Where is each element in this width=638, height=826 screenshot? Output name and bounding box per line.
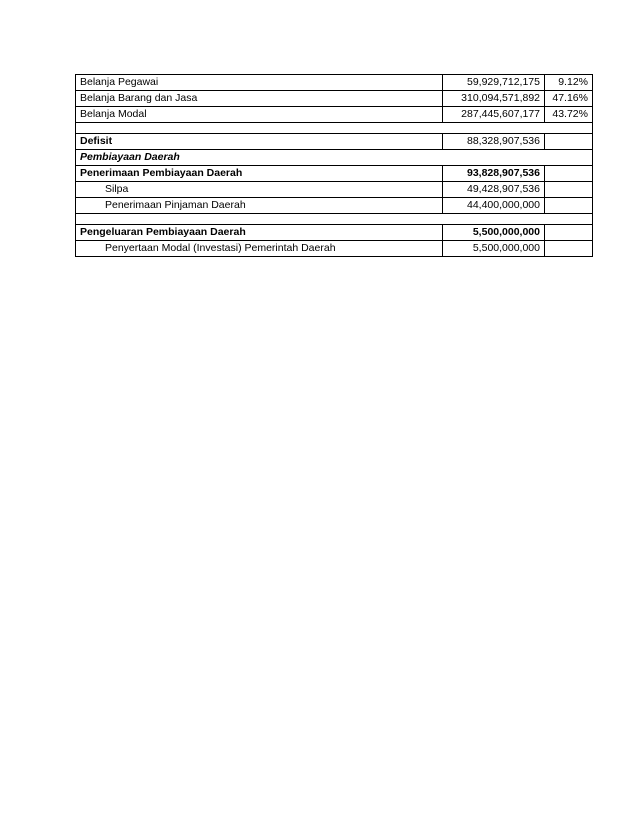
row-amount: 59,929,712,175: [443, 75, 545, 91]
budget-table-body: [76, 75, 593, 257]
row-percent: [545, 198, 593, 214]
row-percent: [545, 225, 593, 241]
table-row: [76, 241, 593, 257]
row-amount: 93,828,907,536: [443, 166, 545, 182]
row-label: Belanja Barang dan Jasa: [76, 91, 443, 107]
row-label: Penerimaan Pinjaman Daerah: [76, 198, 443, 214]
row-percent: 43.72%: [545, 107, 593, 123]
table-row: [76, 134, 593, 150]
spacer-cell: [76, 123, 593, 134]
row-percent: 9.12%: [545, 75, 593, 91]
row-amount: 49,428,907,536: [443, 182, 545, 198]
spacer-row: [76, 214, 593, 225]
spacer-cell: [76, 214, 593, 225]
row-label: Belanja Pegawai: [76, 75, 443, 91]
row-label: Pengeluaran Pembiayaan Daerah: [76, 225, 443, 241]
table-row: [76, 75, 593, 91]
row-amount: 287,445,607,177: [443, 107, 545, 123]
row-label: Silpa: [76, 182, 443, 198]
table-row: [76, 225, 593, 241]
table-row: [76, 198, 593, 214]
table-row: [76, 91, 593, 107]
table-row: [76, 182, 593, 198]
row-label: Belanja Modal: [76, 107, 443, 123]
row-percent: [545, 134, 593, 150]
section-heading: Pembiayaan Daerah: [76, 150, 593, 166]
row-label: Defisit: [76, 134, 443, 150]
row-amount: 88,328,907,536: [443, 134, 545, 150]
row-amount: 5,500,000,000: [443, 241, 545, 257]
row-amount: 310,094,571,892: [443, 91, 545, 107]
row-percent: [545, 166, 593, 182]
row-amount: 5,500,000,000: [443, 225, 545, 241]
row-percent: [545, 182, 593, 198]
table-row: [76, 107, 593, 123]
table-row: [76, 166, 593, 182]
budget-table: [75, 74, 593, 257]
section-row: [76, 150, 593, 166]
row-percent: 47.16%: [545, 91, 593, 107]
spacer-row: [76, 123, 593, 134]
row-label: Penyertaan Modal (Investasi) Pemerintah Daerah: [76, 241, 443, 257]
row-percent: [545, 241, 593, 257]
row-amount: 44,400,000,000: [443, 198, 545, 214]
row-label: Penerimaan Pembiayaan Daerah: [76, 166, 443, 182]
